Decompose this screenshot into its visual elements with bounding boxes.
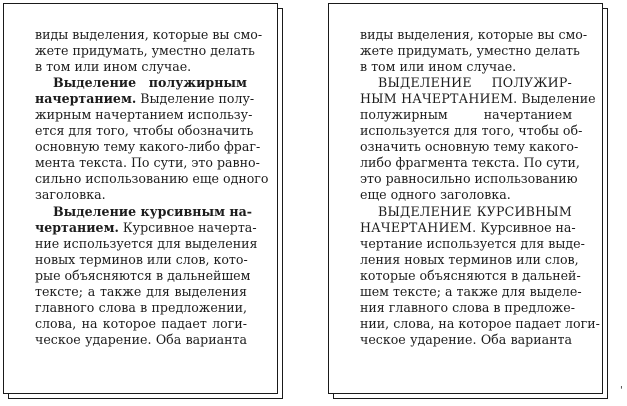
caps-heading-line: ВЫДЕЛЕНИЕ КУРСИВНЫМ [378,203,572,219]
bold-paragraph-line: мента текста. По сути, это равно- [35,155,260,171]
caps-heading-end: НАЧЕРТАНИЕМ. [360,219,477,235]
intro-line: жете придумать, уместно делать [360,43,580,59]
bold-paragraph-line: полужирным начертанием [360,107,572,123]
bold-paragraph-line: основную тему какого-либо фраг- [35,139,261,155]
bold-paragraph-line [35,91,255,107]
intro-line: виды выделения, которые вы смо- [35,27,263,42]
intro-line: жете придумать, уместно делать [35,43,255,59]
right-page-text [360,27,600,348]
italic-paragraph-line: шем тексте; а также для выделе- [360,283,582,299]
intro-line: в том или ином случае. [35,59,192,75]
bold-heading-end: начертанием. [35,91,137,107]
italic-paragraph-line: которые объясняются в дальней- [360,267,581,283]
italic-heading-end: чертанием. [35,219,119,235]
bold-paragraph-line: жирным начертанием использу- [35,107,253,123]
italic-paragraph-start: Курсивное на- [476,219,576,235]
italic-paragraph-line: ние используется для выделения [35,235,258,251]
italic-paragraph-line: ческое ударение. Оба варианта [35,331,247,347]
bold-paragraph-start: Выделение [517,91,596,107]
italic-paragraph-line: тексте; а также для выделения [35,283,247,299]
italic-paragraph-line [35,219,257,236]
bold-heading-line: Выделение полужирным [53,75,247,91]
bold-paragraph-line: сильно использованию еще одного [35,171,269,187]
italic-paragraph-line: ческое ударение. Оба варианта [360,331,572,347]
bold-paragraph-line: означить основную тему какого- [360,139,579,155]
bold-paragraph-line [360,91,596,107]
caps-heading-end: НЫМ НАЧЕРТАНИЕМ. [360,91,518,107]
italic-paragraph-line: новых терминов или слов, кото- [35,251,248,267]
bold-paragraph-line: используется для того, чтобы об- [360,123,583,139]
corner-mark: ' [620,385,623,396]
intro-line: виды выделения, которые вы смо- [360,27,588,42]
italic-paragraph-line [360,219,576,236]
left-page-text [35,27,269,348]
italic-paragraph-line: слова, на которое падает логи- [35,315,247,331]
italic-paragraph-line: ния главного слова в предложе- [360,299,575,315]
intro-line: в том или ином случае. [360,59,517,75]
bold-paragraph-line: это равносильно использованию [360,171,578,187]
italic-paragraph-line: нии, слова, на которое падает логи- [360,315,600,331]
italic-paragraph-line: главного слова в предложении, [35,299,247,315]
bold-paragraph-line: ется для того, чтобы обозначить [35,123,254,139]
italic-heading-line: Выделение курсивным на- [53,203,253,219]
italic-paragraph-line: ления новых терминов или слов, [360,251,579,267]
bold-paragraph-start: Выделение полу- [136,91,255,107]
caps-heading-line: ВЫДЕЛЕНИЕ ПОЛУЖИР- [378,75,572,91]
bold-paragraph-line: либо фрагмента текста. По сути, [360,155,580,171]
italic-paragraph-start: Курсивное начерта- [118,219,257,235]
bold-paragraph-line: заголовка. [35,187,106,203]
bold-paragraph-line: еще одного заголовка. [360,187,511,203]
italic-paragraph-line: чертание используется для выде- [360,235,585,251]
italic-paragraph-line: рые объясняются в дальнейшем [35,267,251,283]
